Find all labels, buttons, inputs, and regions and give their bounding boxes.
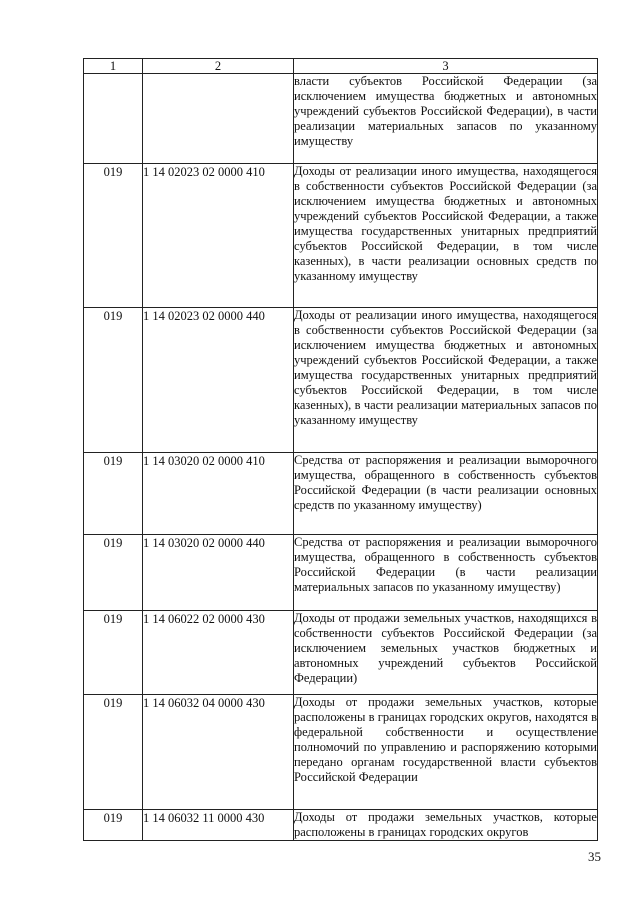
revenue-code-cell: 1 14 03020 02 0000 440 [143, 535, 294, 611]
admin-code-cell [84, 74, 143, 164]
table-row [84, 810, 598, 841]
revenue-code-cell: 1 14 02023 02 0000 440 [143, 308, 294, 453]
description-cell: Средства от распоряжения и реализации выморочного имущества, обращенного в собственность субъектов Российской Федерации (в части реализации материальных запасов по указанному имуществу) [294, 535, 598, 611]
admin-code-cell: 019 [84, 810, 143, 841]
description-cell: Средства от распоряжения и реализации выморочного имущества, обращенного в собственность субъектов Российской Федерации (в части реализации основных средств по указанному имуществу) [294, 453, 598, 535]
description-cell: Доходы от продажи земельных участков, находящихся в собственности субъектов Российской Федерации (за исключением земельных участков бюджетных и автономных учреждений субъектов Российской Федерации) [294, 611, 598, 695]
revenue-codes-table [83, 58, 598, 841]
description-cell: Доходы от реализации иного имущества, находящегося в собственности субъектов Российской Федерации (за исключением имущества бюджетных и автономных учреждений субъектов Российской Федерации, а также имущества государственных унитарных предприятий субъектов Российской Федерации, в том числе казенных), в части реализации материальных запасов по указанному имуществу [294, 308, 598, 453]
table-header-row [84, 59, 598, 74]
revenue-code-cell [143, 74, 294, 164]
description-cell: Доходы от продажи земельных участков, которые расположены в границах городских округов, находятся в федеральной собственности и осуществление полномочий по управлению и распоряжению которыми передано органам государственной власти субъектов Российской Федерации [294, 695, 598, 810]
admin-code-cell: 019 [84, 695, 143, 810]
table-row [84, 611, 598, 695]
description-cell: Доходы от реализации иного имущества, находящегося в собственности субъектов Российской Федерации (за исключением имущества бюджетных и автономных учреждений субъектов Российской Федерации, а также имущества государственных унитарных предприятий субъектов Российской Федерации, в том числе казенных), в части реализации основных средств по указанному имуществу [294, 164, 598, 308]
revenue-code-cell: 1 14 06022 02 0000 430 [143, 611, 294, 695]
admin-code-cell: 019 [84, 164, 143, 308]
table-row [84, 74, 598, 164]
table-row [84, 453, 598, 535]
revenue-code-cell: 1 14 06032 11 0000 430 [143, 810, 294, 841]
table-row [84, 308, 598, 453]
admin-code-cell: 019 [84, 611, 143, 695]
page-number: 35 [588, 849, 601, 864]
table-row [84, 164, 598, 308]
description-cell: власти субъектов Российской Федерации (за исключением имущества бюджетных и автономных учреждений субъектов Российской Федерации), в части реализации материальных запасов по указанному имуществу [294, 74, 598, 164]
header-col-1: 1 [84, 59, 143, 74]
header-col-3: 3 [294, 59, 598, 74]
header-col-2: 2 [143, 59, 294, 74]
admin-code-cell: 019 [84, 453, 143, 535]
revenue-code-cell: 1 14 02023 02 0000 410 [143, 164, 294, 308]
table-row [84, 535, 598, 611]
description-cell: Доходы от продажи земельных участков, которые расположены в границах городских округов [294, 810, 597, 840]
revenue-code-cell: 1 14 03020 02 0000 410 [143, 453, 294, 535]
admin-code-cell: 019 [84, 308, 143, 453]
revenue-code-cell: 1 14 06032 04 0000 430 [143, 695, 294, 810]
table-row [84, 695, 598, 810]
admin-code-cell: 019 [84, 535, 143, 611]
